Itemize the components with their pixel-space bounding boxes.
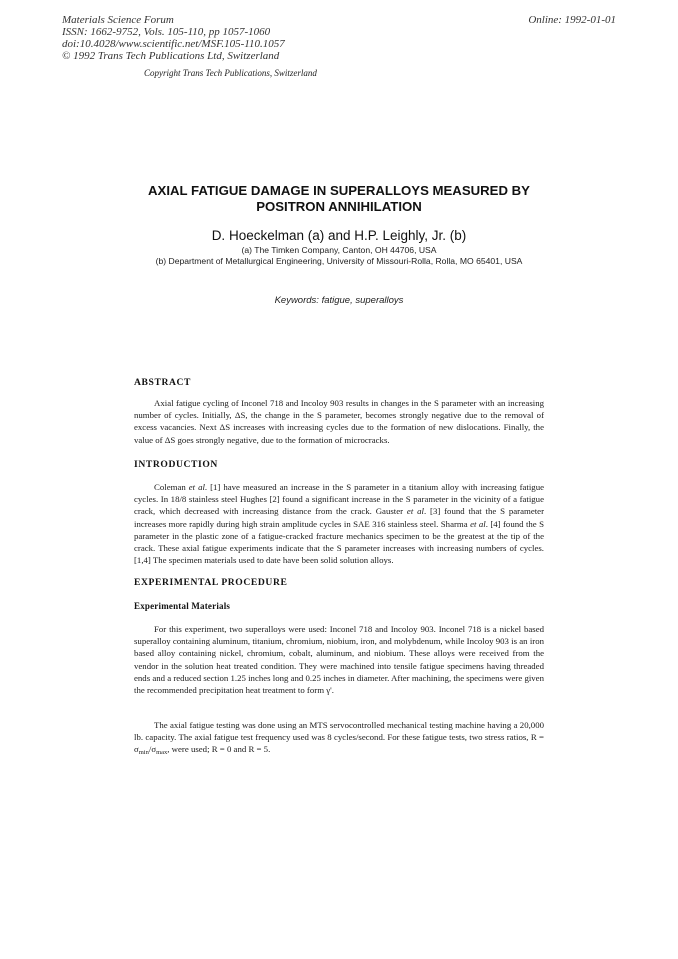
doi-line: doi:10.4028/www.scientific.net/MSF.105-110.1057 bbox=[62, 38, 285, 50]
experimental-materials-heading: Experimental Materials bbox=[134, 601, 231, 611]
publisher-line: © 1992 Trans Tech Publications Ltd, Switzerland bbox=[62, 50, 280, 62]
paper-title-line2: POSITRON ANNIHILATION bbox=[256, 199, 422, 214]
journal-header bbox=[62, 14, 285, 62]
keywords: Keywords: fatigue, superalloys bbox=[274, 295, 404, 306]
introduction-text bbox=[134, 481, 544, 566]
paper-title-line1: AXIAL FATIGUE DAMAGE IN SUPERALLOYS MEASURED BY bbox=[148, 183, 530, 198]
abstract-text: Axial fatigue cycling of Inconel 718 and Incoloy 903 results in changes in the S parameter with an increasing number of cycles. Initially, ΔS, the change in the S parameter, becomes strongly negative due to the removal of excess vacancies. Next ΔS increases with increasing cycles due to the formation of new dislocations. Finally, the value of ΔS goes strongly negative, due to the formation of microcracks. bbox=[134, 398, 544, 445]
experimental-procedure-heading: EXPERIMENTAL PROCEDURE bbox=[134, 577, 288, 588]
affiliation-a: (a) The Timken Company, Canton, OH 44706, USA bbox=[241, 245, 437, 255]
testing-text-2: , were used; R = 0 and R = 5. bbox=[167, 744, 271, 755]
fatigue-testing-text bbox=[134, 719, 544, 760]
sigma-min-subscript: min bbox=[138, 749, 149, 757]
intro-text-2: . [1] have measured an increase in the S parameter in a titanium alloy with increasing fatigue cycles. In 18/8 stainless steel Hughes [2] found a significant increase in the S parameter in the vicinity of a fatigue crack, which decreased with increasing distance from the crack. Gauster bbox=[134, 482, 544, 517]
intro-text-3: . [3] found that the S parameter increases more rapidly during high strain amplitude cycles in SAE 316 stainless steel. Sharma bbox=[134, 506, 545, 529]
testing-text-1: The axial fatigue testing was done using an MTS servocontrolled mechanical testing machine having a 20,000 lb. capacity. The axial fatigue test frequency used was 8 cycles/second. For these fatigue tests, two stress ratios, R = σ bbox=[134, 720, 544, 755]
sigma-slash: /σ bbox=[148, 744, 157, 755]
intro-text-4: . [4] found the S parameter in the plastic zone of a fatigue-cracked fracture mechanics specimen to be the greatest at the tip of the crack. These axial fatigue experiments indicate that the S parameter increases with increasing numbers of cycles.[1,4] The specimen materials used to date have been solid solution alloys. bbox=[134, 518, 545, 566]
intro-etal-3: et al bbox=[470, 518, 486, 529]
copyright-stamp: Copyright Trans Tech Publications, Switzerland bbox=[144, 68, 317, 78]
authors: D. Hoeckelman (a) and H.P. Leighly, Jr. (b) bbox=[211, 228, 467, 243]
online-date: Online: 1992-01-01 bbox=[528, 14, 616, 26]
intro-text-1: Coleman bbox=[154, 482, 189, 492]
introduction-heading: INTRODUCTION bbox=[134, 459, 218, 470]
intro-etal-1: et al bbox=[188, 482, 205, 492]
experimental-materials-text: For this experiment, two superalloys were used: Inconel 718 and Incoloy 903. Inconel 718 is a nickel based superalloy containing aluminum, titanium, chromium, niobium, iron, and molybdenum, while Incoloy 903 is an iron based alloy containing nickel, chromium, cobalt, aluminum, and niobium. These alloys were received from the vendor in the solution heat treated condition. They were machined into tensile fatigue specimens having threaded ends and a reduced section 1.25 inches long and 0.25 inches in diameter. After machining, the specimens were given the recommended precipitation heat treatment to form γ'. bbox=[134, 624, 544, 696]
intro-etal-2: et al bbox=[406, 506, 424, 517]
issn-line: ISSN: 1662-9752, Vols. 105-110, pp 1057-1060 bbox=[62, 26, 271, 38]
journal-name: Materials Science Forum bbox=[62, 14, 174, 26]
sigma-max-subscript: max bbox=[156, 749, 168, 757]
affiliation-b: (b) Department of Metallurgical Engineering, University of Missouri-Rolla, Rolla, MO 65401, USA bbox=[155, 256, 523, 266]
abstract-heading: ABSTRACT bbox=[134, 377, 192, 388]
